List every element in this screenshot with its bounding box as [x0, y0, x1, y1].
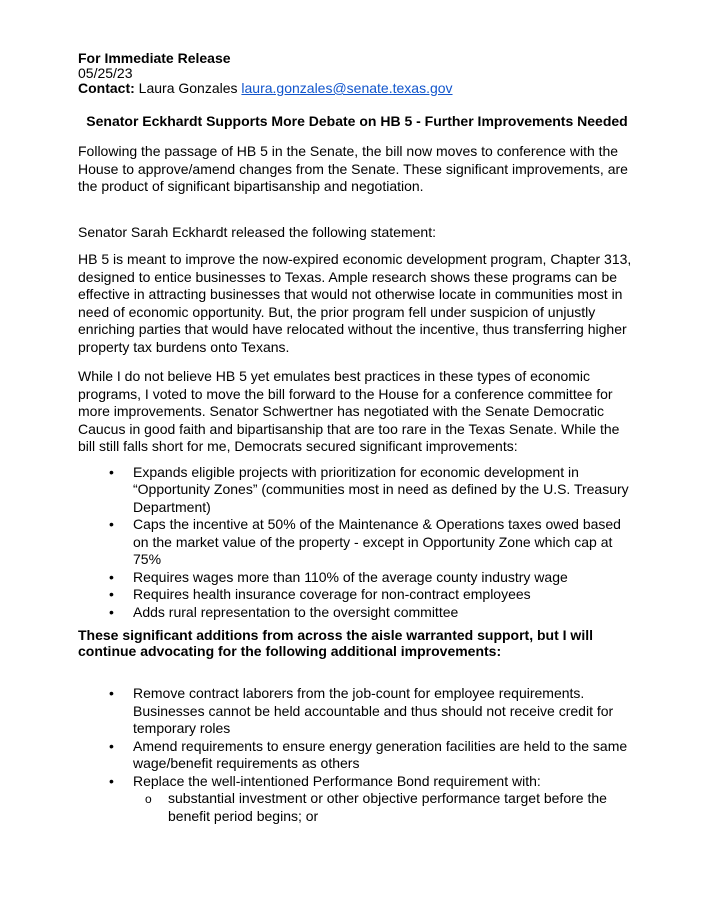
release-type-label: For Immediate Release: [78, 50, 231, 66]
list-item: [78, 685, 636, 738]
list-item: • Requires wages more than 110% of the average county industry wage: [78, 569, 636, 587]
list-item-text: Amend requirements to ensure energy generation facilities are held to the same wage/benefit requirements as others: [133, 737, 628, 771]
position-paragraph: While I do not believe HB 5 yet emulates best practices in these types of economic programs, I voted to move the bill forward to the House for a conference committee for more improvements. Senator Schwertner has negotiated with the Senate Democratic Caucus in good faith and bipartisanship that are too rare in the Texas Senate. While the bill still falls short for me, Democrats secured significant improvements:: [78, 368, 620, 454]
sub-list-item: o substantial investment or other objective performance target before the benefit period begins; or: [133, 790, 636, 825]
statement-intro-paragraph: Senator Sarah Eckhardt released the following statement:: [78, 223, 436, 240]
list-item: • Expands eligible projects with prioritization for economic development in “Opportunity Zones” (communities most in need as defined by the U.S. Treasury Department): [78, 464, 636, 517]
contact-line: [78, 81, 636, 96]
list-item: [78, 773, 636, 826]
contact-label: Contact:: [78, 80, 135, 96]
list-item-text: Remove contract laborers from the job-count for employee requirements. Businesses cannot be held accountable and thus should not receive credit for temporary roles: [133, 685, 614, 736]
list-item: • Adds rural representation to the oversight committee: [78, 604, 636, 622]
list-item: [78, 738, 636, 773]
improvements-list: [78, 464, 636, 622]
sub-list: [133, 790, 636, 825]
release-date: 05/25/23: [78, 65, 133, 81]
list-item: • Requires health insurance coverage for non-contract employees: [78, 586, 636, 604]
intro-paragraph: Following the passage of HB 5 in the Senate, the bill now moves to conference with the House to approve/amend changes from the Senate. These significant improvements, are the product of significant bipartisanship and negotiation.: [78, 143, 628, 194]
list-item-text: Replace the well-intentioned Performance Bond requirement with:: [133, 772, 541, 789]
additional-improvements-heading: These significant additions from across the aisle warranted support, but I will continue advocating for the following additional improvements:: [78, 627, 593, 659]
contact-email-link[interactable]: laura.gonzales@senate.texas.gov: [241, 80, 453, 96]
document-title: Senator Eckhardt Supports More Debate on HB 5 - Further Improvements Needed: [86, 113, 628, 129]
list-item: • Caps the incentive at 50% of the Maintenance & Operations taxes owed based on the market value of the property - except in Opportunity Zone which cap at 75%: [78, 516, 636, 569]
additional-improvements-list: [78, 685, 636, 825]
background-paragraph: HB 5 is meant to improve the now-expired economic development program, Chapter 313, designed to entice businesses to Texas. Ample research shows these programs can be effective in attracting businesses that would not otherwise locate in communities most in need of economic opportunity. But, the prior program fell under suspicion of unjustly enriching parties that would have relocated without the incentive, thus transferring higher property tax burdens onto Texans.: [78, 251, 632, 355]
contact-name: Laura Gonzales: [138, 80, 238, 96]
release-header: [78, 51, 636, 96]
